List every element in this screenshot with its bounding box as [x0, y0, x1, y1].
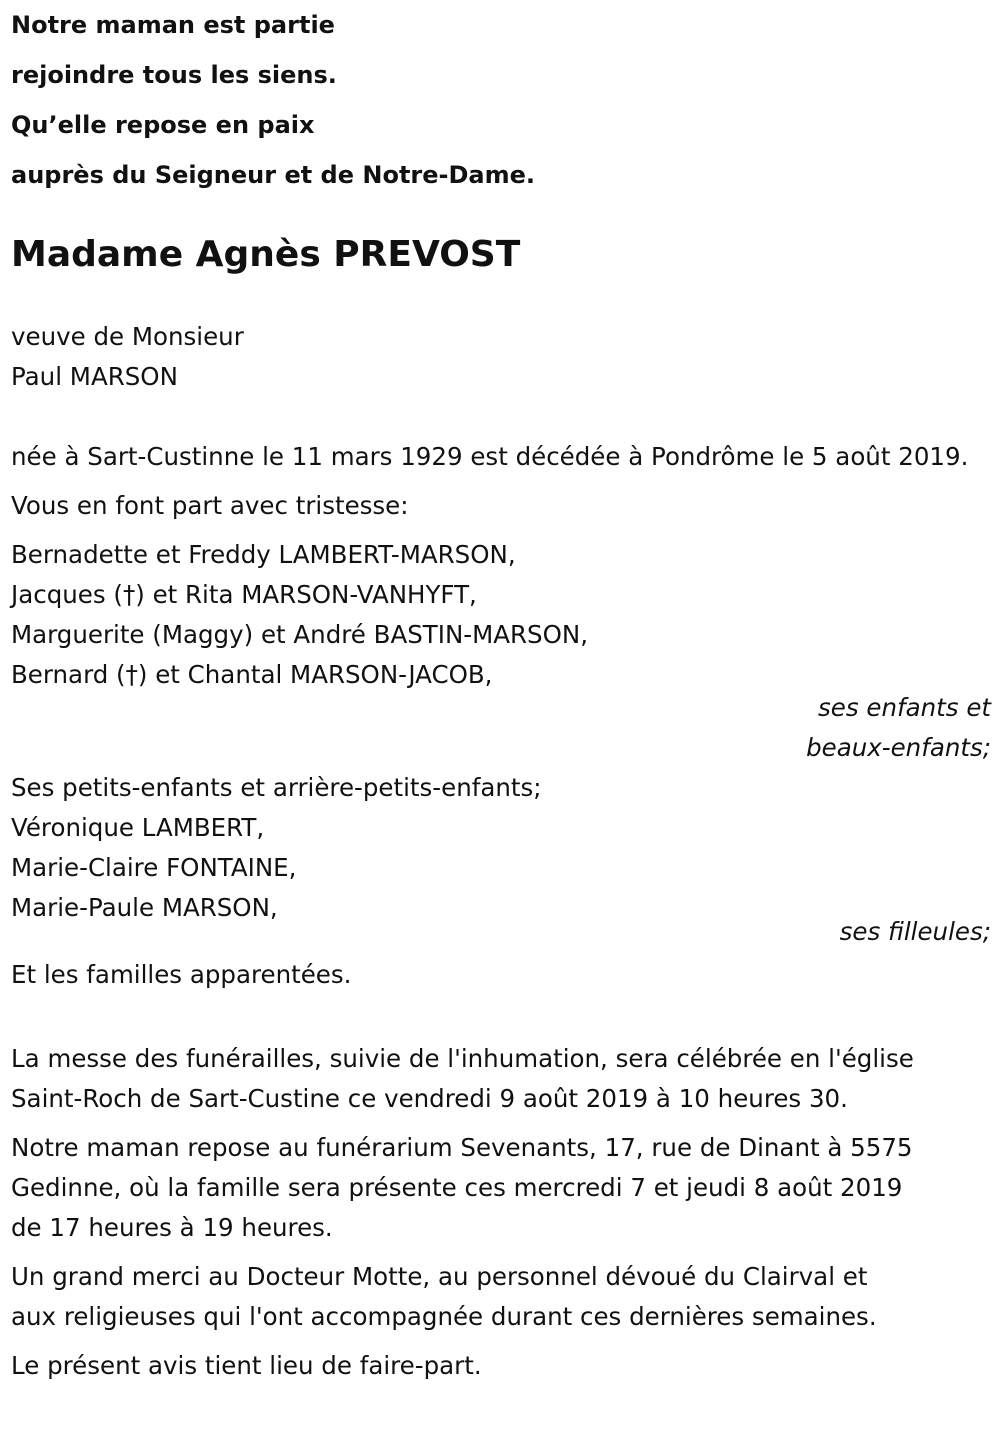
children-role-line: beaux-enfants;	[806, 733, 991, 762]
list-item: Marie-Claire FONTAINE,	[11, 853, 297, 882]
deceased-name: Madame Agnès PREVOST	[11, 234, 521, 275]
intro-line: Notre maman est partie	[11, 11, 335, 39]
paragraph-line: La messe des funérailles, suivie de l'inhumation, sera célébrée en l'église	[11, 1044, 914, 1073]
widow-info	[11, 317, 991, 397]
list-item: Véronique LAMBERT,	[11, 813, 265, 842]
list-item: Marguerite (Maggy) et André BASTIN-MARSON,	[11, 620, 589, 649]
announcement-line: Vous en font part avec tristesse:	[11, 491, 409, 520]
paragraph-line: Saint-Roch de Sart-Custine ce vendredi 9 août 2019 à 10 heures 30.	[11, 1084, 848, 1113]
notice-line: Le présent avis tient lieu de faire-part.	[11, 1351, 482, 1380]
list-item: Marie-Paule MARSON,	[11, 893, 278, 922]
widow-line: veuve de Monsieur	[11, 322, 244, 351]
death-notice	[11, 0, 991, 1386]
intro-line: Qu’elle repose en paix	[11, 111, 315, 139]
spouse-name: Paul MARSON	[11, 362, 178, 391]
mass-paragraph	[11, 1039, 991, 1119]
intro-verse	[11, 0, 991, 200]
paragraph-line: aux religieuses qui l'ont accompagnée durant ces dernières semaines.	[11, 1302, 877, 1331]
list-item: Bernadette et Freddy LAMBERT-MARSON,	[11, 540, 516, 569]
paragraph-line: Notre maman repose au funérarium Sevenants, 17, rue de Dinant à 5575	[11, 1133, 913, 1162]
families-line: Et les familles apparentées.	[11, 960, 352, 989]
goddaughters-list	[11, 808, 991, 928]
rest-paragraph	[11, 1128, 991, 1248]
thanks-paragraph	[11, 1257, 991, 1337]
birth-death-statement: née à Sart-Custinne le 11 mars 1929 est décédée à Pondrôme le 5 août 2019.	[11, 442, 969, 471]
children-role	[11, 688, 991, 768]
children-list	[11, 535, 991, 695]
intro-line: auprès du Seigneur et de Notre-Dame.	[11, 161, 536, 189]
list-item: Jacques (†) et Rita MARSON-VANHYFT,	[11, 580, 477, 609]
intro-line: rejoindre tous les siens.	[11, 61, 337, 89]
list-item: Bernard (†) et Chantal MARSON-JACOB,	[11, 660, 493, 689]
goddaughters-role: ses filleules;	[839, 917, 991, 946]
children-role-line: ses enfants et	[818, 693, 991, 722]
paragraph-line: de 17 heures à 19 heures.	[11, 1213, 333, 1242]
paragraph-line: Gedinne, où la famille sera présente ces mercredi 7 et jeudi 8 août 2019	[11, 1173, 903, 1202]
paragraph-line: Un grand merci au Docteur Motte, au personnel dévoué du Clairval et	[11, 1262, 868, 1291]
grandchildren-line: Ses petits-enfants et arrière-petits-enfants;	[11, 773, 542, 802]
